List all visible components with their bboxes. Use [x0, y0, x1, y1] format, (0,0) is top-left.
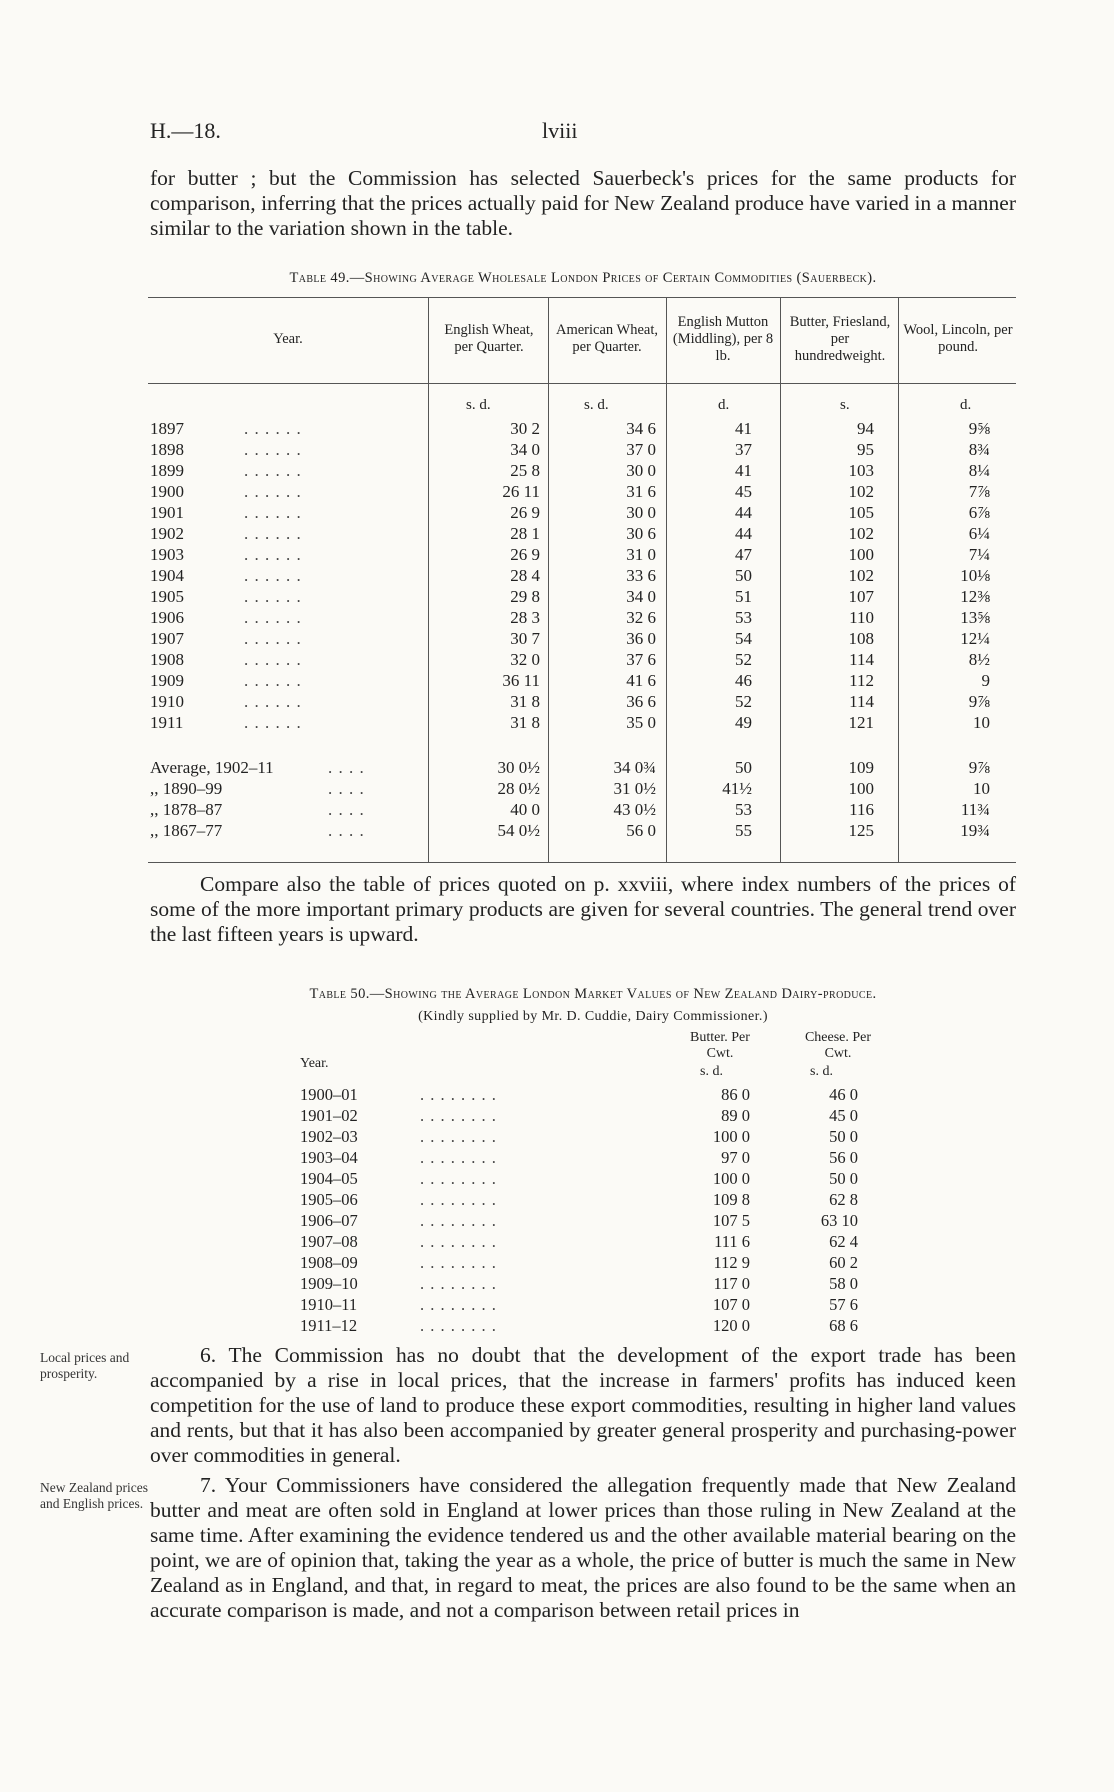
cell-ew: 28 4: [510, 566, 540, 585]
table50-col-butter: Butter. Per Cwt.: [690, 1030, 750, 1061]
average-label: ,, 1878–87: [150, 800, 223, 819]
table50-row: [290, 1294, 910, 1315]
table49-row: [148, 691, 1016, 712]
cell-wool: 11¾: [960, 800, 990, 819]
cell-butter: 100: [848, 779, 874, 798]
cell-ew: 28 1: [510, 524, 540, 543]
leader-dots: . . . . . .: [244, 545, 302, 564]
table49-row: [148, 523, 1016, 544]
cell-butter: 107 5: [712, 1211, 750, 1230]
leader-dots: . . . . . . . .: [420, 1106, 497, 1125]
document-reference: H.—18.: [150, 118, 221, 143]
cell-mutton: 41: [735, 419, 752, 438]
table50-row: [290, 1315, 910, 1336]
cell-aw: 36 6: [626, 692, 656, 711]
cell-wool: 9⅞: [968, 758, 990, 777]
cell-ew: 28 0½: [497, 779, 540, 798]
paragraph-6-text: 6. The Commission has no doubt that the development of the export trade has been accompanied by a rise in local prices, that the increase in farmers' profits has induced keen competition for the use of land to produce these export commodities, resulting in higher land values and rents, but that it has also been accompanied by greater general prosperity and purchasing-power over commodities in general.: [150, 1343, 1016, 1467]
cell-butter: 112: [849, 671, 874, 690]
cell-wool: 10: [973, 713, 990, 732]
leader-dots: . . . .: [328, 758, 365, 777]
cell-wool: 10⅛: [960, 566, 990, 585]
cell-mutton: 51: [735, 587, 752, 606]
cell-butter: 107 0: [712, 1295, 750, 1314]
cell-aw: 30 0: [626, 461, 656, 480]
cell-ew: 30 0½: [497, 758, 540, 777]
year-cell: 1910–11: [300, 1295, 358, 1314]
cell-mutton: 41½: [722, 779, 752, 798]
cell-cheese: 60 2: [829, 1253, 858, 1272]
leader-dots: . . . . . . . .: [420, 1232, 497, 1251]
year-cell: 1900–01: [300, 1085, 358, 1104]
leader-dots: . . . . . .: [244, 713, 302, 732]
margin-note-local-prices: Local prices and prosperity.: [40, 1350, 130, 1381]
cell-butter: 103: [848, 461, 874, 480]
cell-aw: 36 0: [626, 629, 656, 648]
leader-dots: . . . . . . . .: [420, 1169, 497, 1188]
cell-aw: 37 0: [626, 440, 656, 459]
cell-cheese: 63 10: [820, 1211, 858, 1230]
units-mutton: d.: [718, 397, 730, 413]
year-cell: 1907–08: [300, 1232, 358, 1251]
cell-wool: 13⅝: [960, 608, 990, 627]
intro-text: for butter ; but the Commission has selected Sauerbeck's prices for the same products for comparison, inferring that the prices actually paid for New Zealand produce have varied in a manner similar to the variation shown in the table.: [150, 166, 1016, 240]
table49-bottom-rule: [148, 862, 1016, 863]
cell-mutton: 50: [735, 566, 752, 585]
leader-dots: . . . . . .: [244, 587, 302, 606]
cell-ew: 36 11: [502, 671, 540, 690]
year-cell: 1907: [150, 629, 184, 648]
table50-row: [290, 1084, 910, 1105]
table49-col-year: Year.: [273, 330, 303, 347]
year-cell: 1898: [150, 440, 184, 459]
cell-butter: 107: [848, 587, 874, 606]
leader-dots: . . . . . .: [244, 440, 302, 459]
table50: [290, 1010, 910, 1340]
cell-ew: 54 0½: [497, 821, 540, 840]
table49-row: [148, 418, 1016, 439]
year-cell: 1904: [150, 566, 184, 585]
leader-dots: . . . . . .: [244, 566, 302, 585]
year-cell: 1899: [150, 461, 184, 480]
cell-wool: 9⅞: [968, 692, 990, 711]
leader-dots: . . . . . .: [244, 608, 302, 627]
compare-paragraph: [150, 872, 1016, 947]
cell-mutton: 50: [735, 758, 752, 777]
paragraph-6: [150, 1343, 1016, 1468]
cell-ew: 34 0: [510, 440, 540, 459]
year-cell: 1911–12: [300, 1316, 358, 1335]
year-cell: 1902: [150, 524, 184, 543]
table50-row: [290, 1126, 910, 1147]
cell-aw: 30 0: [626, 503, 656, 522]
table49-row: [148, 544, 1016, 565]
cell-wool: 12¼: [960, 629, 990, 648]
cell-wool: 8¾: [968, 440, 990, 459]
year-cell: 1904–05: [300, 1169, 358, 1188]
table50-row: [290, 1105, 910, 1126]
cell-aw: 31 0½: [613, 779, 656, 798]
table49-average-row: [148, 778, 1016, 799]
table50-row: [290, 1210, 910, 1231]
cell-butter: 120 0: [712, 1316, 750, 1335]
compare-text: Compare also the table of prices quoted on p. xxviii, where index numbers of the prices of some of the more important primary products are given for several countries. The general trend over the last fifteen years is upward.: [150, 872, 1016, 946]
cell-cheese: 62 4: [829, 1232, 858, 1251]
cell-mutton: 37: [735, 440, 752, 459]
cell-butter: 125: [848, 821, 874, 840]
table49-row: [148, 502, 1016, 523]
cell-wool: 7⅞: [968, 482, 990, 501]
cell-wool: 9: [981, 671, 990, 690]
cell-mutton: 44: [735, 524, 752, 543]
leader-dots: . . . . . . . .: [420, 1148, 497, 1167]
cell-mutton: 49: [735, 713, 752, 732]
table50-row: [290, 1168, 910, 1189]
table50-units-butter: s. d.: [700, 1064, 723, 1079]
cell-ew: 26 9: [510, 503, 540, 522]
cell-butter: 89 0: [721, 1106, 750, 1125]
year-cell: 1905–06: [300, 1190, 358, 1209]
table50-units-cheese: s. d.: [810, 1064, 833, 1079]
cell-butter: 114: [849, 650, 874, 669]
cell-aw: 41 6: [626, 671, 656, 690]
units-english-wheat: s. d.: [466, 397, 491, 413]
leader-dots: . . . . . .: [244, 629, 302, 648]
intro-paragraph: [150, 166, 1016, 241]
year-cell: 1901–02: [300, 1106, 358, 1125]
year-cell: 1911: [150, 713, 184, 732]
cell-mutton: 41: [735, 461, 752, 480]
cell-mutton: 52: [735, 692, 752, 711]
leader-dots: . . . . . .: [244, 524, 302, 543]
cell-cheese: 57 6: [829, 1295, 858, 1314]
cell-aw: 30 6: [626, 524, 656, 543]
cell-wool: 8½: [968, 650, 990, 669]
cell-ew: 30 2: [510, 419, 540, 438]
year-cell: 1905: [150, 587, 184, 606]
cell-cheese: 62 8: [829, 1190, 858, 1209]
average-label: ,, 1890–99: [150, 779, 223, 798]
page-number: lviii: [542, 118, 578, 143]
units-wool: d.: [960, 397, 972, 413]
leader-dots: . . . . . .: [244, 692, 302, 711]
cell-mutton: 46: [735, 671, 752, 690]
margin-note-nz-prices: New Zealand prices and English prices.: [40, 1480, 148, 1511]
cell-mutton: 53: [735, 800, 752, 819]
year-cell: 1902–03: [300, 1127, 358, 1146]
cell-mutton: 54: [735, 629, 752, 648]
cell-butter: 86 0: [721, 1085, 750, 1104]
cell-aw: 34 6: [626, 419, 656, 438]
table49-row: [148, 628, 1016, 649]
average-label: Average, 1902–11: [150, 758, 274, 777]
cell-butter: 100 0: [712, 1127, 750, 1146]
table49-col-wool: Wool, Lincoln, per pound.: [903, 322, 1013, 355]
table49-average-row: [148, 757, 1016, 778]
cell-mutton: 45: [735, 482, 752, 501]
leader-dots: . . . .: [328, 800, 365, 819]
cell-butter: 100 0: [712, 1169, 750, 1188]
cell-cheese: 45 0: [829, 1106, 858, 1125]
cell-ew: 26 9: [510, 545, 540, 564]
cell-butter: 110: [849, 608, 874, 627]
table49-row: [148, 670, 1016, 691]
table50-row: [290, 1189, 910, 1210]
cell-mutton: 55: [735, 821, 752, 840]
table49-row: [148, 586, 1016, 607]
year-cell: 1901: [150, 503, 184, 522]
table49-caption: Table 49.—Showing Average Wholesale London Prices of Certain Commodities (Sauerbeck).: [289, 270, 877, 286]
table50-subcaption: (Kindly supplied by Mr. D. Cuddie, Dairy Commissioner.): [418, 1009, 768, 1024]
cell-butter: 109 8: [712, 1190, 750, 1209]
cell-wool: 10: [973, 779, 990, 798]
cell-wool: 19¾: [960, 821, 990, 840]
table50-col-year: Year.: [300, 1056, 329, 1071]
leader-dots: . . . . . .: [244, 461, 302, 480]
cell-butter: 94: [857, 419, 874, 438]
table49-col-american-wheat: American Wheat, per Quarter.: [556, 322, 658, 355]
paragraph-7: [150, 1473, 1016, 1623]
cell-cheese: 50 0: [829, 1127, 858, 1146]
leader-dots: . . . . . . . .: [420, 1085, 497, 1104]
cell-aw: 34 0¾: [613, 758, 656, 777]
leader-dots: . . . . . .: [244, 482, 302, 501]
year-cell: 1900: [150, 482, 184, 501]
cell-butter: 100: [848, 545, 874, 564]
table49-average-row: [148, 799, 1016, 820]
cell-wool: 7¼: [968, 545, 990, 564]
year-cell: 1903: [150, 545, 184, 564]
cell-butter: 121: [848, 713, 874, 732]
cell-aw: 37 6: [626, 650, 656, 669]
cell-butter: 112 9: [713, 1253, 750, 1272]
leader-dots: . . . . . .: [244, 671, 302, 690]
leader-dots: . . . .: [328, 821, 365, 840]
cell-aw: 34 0: [626, 587, 656, 606]
cell-wool: 6⅞: [968, 503, 990, 522]
leader-dots: . . . . . . . .: [420, 1295, 497, 1314]
leader-dots: . . . . . . . .: [420, 1127, 497, 1146]
units-butter: s.: [840, 397, 850, 413]
cell-ew: 28 3: [510, 608, 540, 627]
leader-dots: . . . . . . . .: [420, 1316, 497, 1335]
cell-wool: 6¼: [968, 524, 990, 543]
year-cell: 1903–04: [300, 1148, 358, 1167]
leader-dots: . . . . . .: [244, 503, 302, 522]
cell-cheese: 50 0: [829, 1169, 858, 1188]
year-cell: 1897: [150, 419, 184, 438]
table50-row: [290, 1147, 910, 1168]
cell-wool: 8¼: [968, 461, 990, 480]
cell-butter: 102: [848, 524, 874, 543]
cell-cheese: 68 6: [829, 1316, 858, 1335]
table50-caption: Table 50.—Showing the Average London Market Values of New Zealand Dairy-produce.: [309, 986, 877, 1002]
table50-row: [290, 1231, 910, 1252]
leader-dots: . . . . . . . .: [420, 1190, 497, 1209]
table49-row: [148, 607, 1016, 628]
table49-col-mutton: English Mutton (Middling), per 8 lb.: [672, 313, 774, 364]
cell-butter: 108: [848, 629, 874, 648]
year-cell: 1908–09: [300, 1253, 358, 1272]
cell-ew: 31 8: [510, 713, 540, 732]
cell-aw: 35 0: [626, 713, 656, 732]
table49-row: [148, 460, 1016, 481]
cell-butter: 116: [849, 800, 874, 819]
cell-mutton: 53: [735, 608, 752, 627]
table49: [148, 297, 1016, 862]
cell-mutton: 44: [735, 503, 752, 522]
table49-col-butter: Butter, Friesland, per hundredweight.: [789, 313, 891, 364]
year-cell: 1910: [150, 692, 184, 711]
cell-butter: 111 6: [714, 1232, 750, 1251]
cell-butter: 95: [857, 440, 874, 459]
year-cell: 1908: [150, 650, 184, 669]
cell-butter: 109: [848, 758, 874, 777]
year-cell: 1909–10: [300, 1274, 358, 1293]
cell-aw: 33 6: [626, 566, 656, 585]
table50-row: [290, 1252, 910, 1273]
table49-row: [148, 439, 1016, 460]
table50-row: [290, 1273, 910, 1294]
leader-dots: . . . . . . . .: [420, 1274, 497, 1293]
cell-cheese: 46 0: [829, 1085, 858, 1104]
leader-dots: . . . . . .: [244, 419, 302, 438]
cell-butter: 117 0: [713, 1274, 750, 1293]
table49-row: [148, 649, 1016, 670]
year-cell: 1909: [150, 671, 184, 690]
cell-aw: 43 0½: [613, 800, 656, 819]
cell-butter: 102: [848, 482, 874, 501]
paragraph-7-text: 7. Your Commissioners have considered the allegation frequently made that New Zealand butter and meat are often sold in England at lower prices than those ruling in New Zealand at the same time. After examining the evidence tendered us and the other available material bearing on the point, we are of opinion that, taking the year as a whole, the price of butter is much the same in New Zealand as in England, and that, in regard to meat, the prices are also found to be the same when an accurate comparison is made, and not a comparison between retail prices in: [150, 1473, 1016, 1622]
table49-row: [148, 712, 1016, 733]
leader-dots: . . . . . . . .: [420, 1253, 497, 1272]
cell-mutton: 47: [735, 545, 752, 564]
cell-butter: 114: [849, 692, 874, 711]
cell-mutton: 52: [735, 650, 752, 669]
table49-col-english-wheat: English Wheat, per Quarter.: [444, 322, 534, 355]
cell-ew: 30 7: [510, 629, 540, 648]
cell-ew: 40 0: [510, 800, 540, 819]
table50-col-cheese: Cheese. Per Cwt.: [804, 1030, 872, 1061]
cell-cheese: 58 0: [829, 1274, 858, 1293]
cell-aw: 31 0: [626, 545, 656, 564]
cell-aw: 56 0: [626, 821, 656, 840]
cell-ew: 26 11: [502, 482, 540, 501]
cell-aw: 32 6: [626, 608, 656, 627]
cell-butter: 105: [848, 503, 874, 522]
cell-wool: 9⅝: [968, 419, 990, 438]
cell-ew: 32 0: [510, 650, 540, 669]
year-cell: 1906–07: [300, 1211, 358, 1230]
cell-cheese: 56 0: [829, 1148, 858, 1167]
year-cell: 1906: [150, 608, 184, 627]
cell-wool: 12⅜: [960, 587, 990, 606]
cell-ew: 25 8: [510, 461, 540, 480]
cell-butter: 97 0: [721, 1148, 750, 1167]
leader-dots: . . . . . . . .: [420, 1211, 497, 1230]
cell-ew: 29 8: [510, 587, 540, 606]
table49-row: [148, 481, 1016, 502]
cell-aw: 31 6: [626, 482, 656, 501]
table49-average-row: [148, 820, 1016, 841]
leader-dots: . . . .: [328, 779, 365, 798]
cell-butter: 102: [848, 566, 874, 585]
units-american-wheat: s. d.: [584, 397, 609, 413]
table49-header-rule: [148, 383, 1016, 384]
leader-dots: . . . . . .: [244, 650, 302, 669]
table49-row: [148, 565, 1016, 586]
cell-ew: 31 8: [510, 692, 540, 711]
average-label: ,, 1867–77: [150, 821, 223, 840]
